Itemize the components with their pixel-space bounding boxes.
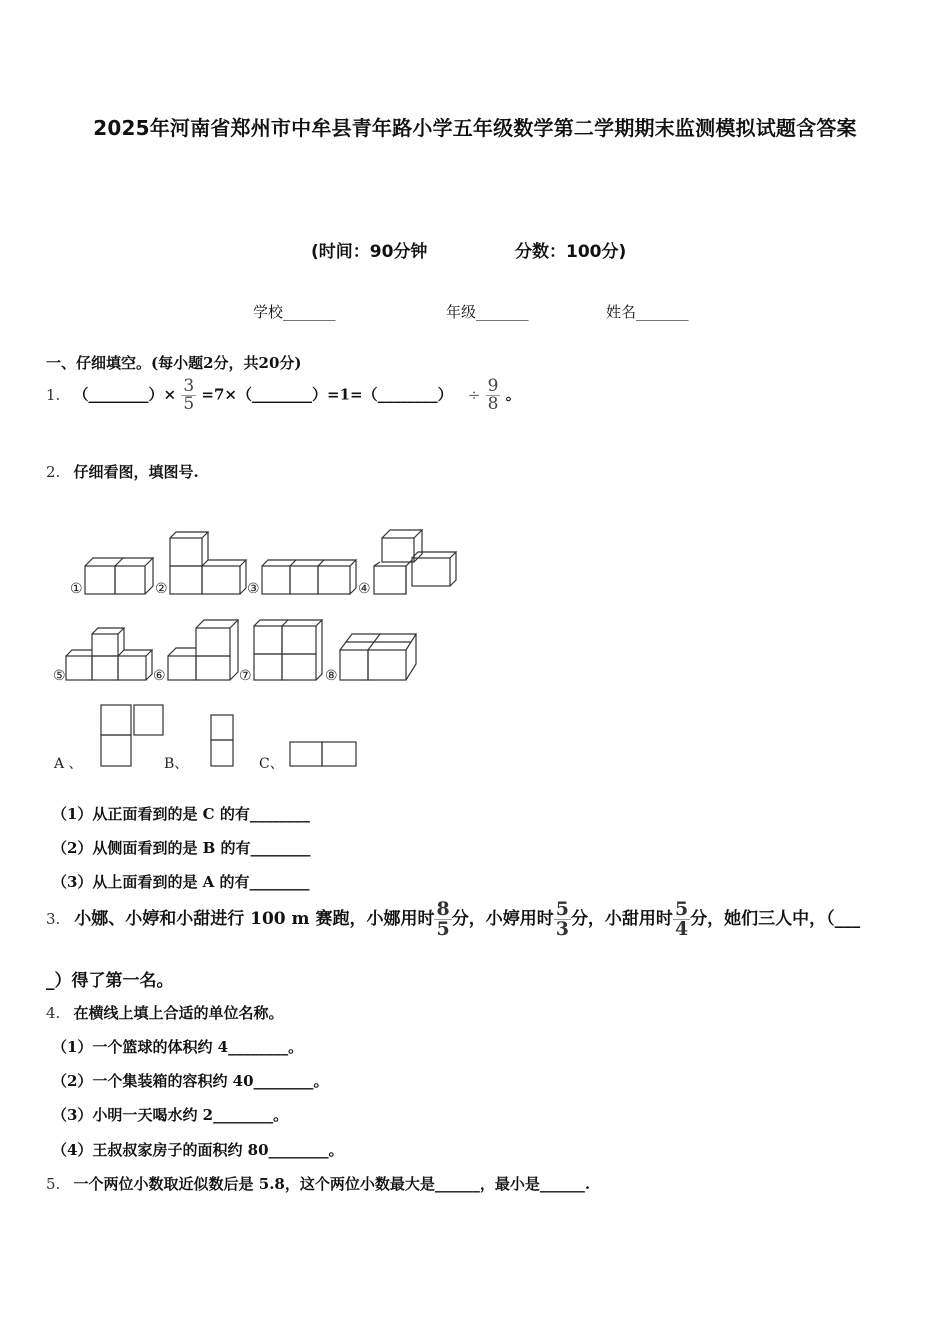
fraction-denominator: 8	[487, 394, 499, 414]
figure-7	[254, 620, 322, 680]
q2-sub-1[interactable]: （1）从正面看到的是 C 的有________	[52, 805, 310, 823]
figure-5	[66, 628, 152, 680]
fraction-denominator: 5	[183, 394, 195, 414]
q3-text-1: 小娜、小婷和小甜进行 100 m 赛跑，小娜用时	[74, 909, 435, 929]
fraction-denominator: 4	[674, 918, 689, 940]
fraction-denominator: 3	[555, 918, 569, 940]
figure-3	[262, 560, 356, 594]
q2-sub-3[interactable]: （3）从上面看到的是 A 的有________	[52, 873, 310, 891]
figure-8	[340, 634, 416, 680]
question-number: 1.	[46, 385, 61, 404]
figure-label-3: ③	[247, 581, 260, 597]
view-c	[290, 742, 356, 766]
fraction-denominator: 5	[436, 918, 450, 940]
fraction-numerator: 5	[555, 898, 569, 920]
q3-line-2[interactable]: _）得了第一名。	[46, 971, 174, 991]
figure-label-8: ⑧	[325, 668, 338, 684]
fraction-8-5	[434, 900, 451, 939]
exam-time: (时间：90分钟	[311, 242, 428, 262]
question-4	[46, 1002, 284, 1023]
q4-sub-4[interactable]: （4）王叔叔家房子的面积约 80________。	[52, 1141, 344, 1159]
school-field[interactable]: 学校_______	[253, 303, 336, 321]
fraction-5-4	[673, 900, 690, 939]
figure-label-6: ⑥	[153, 668, 166, 684]
figure-label-5: ⑤	[53, 668, 66, 684]
section-heading: 一、仔细填空。(每小题2分，共20分)	[46, 354, 302, 372]
figure-4	[374, 530, 456, 594]
view-label-b: B、	[164, 756, 189, 772]
figure-2	[170, 532, 246, 594]
question-3	[46, 900, 860, 939]
q2-sub-2[interactable]: （2）从侧面看到的是 B 的有________	[52, 839, 311, 857]
fraction-numerator: 8	[436, 898, 450, 920]
q4-sub-1[interactable]: （1）一个篮球的体积约 4________。	[52, 1038, 304, 1056]
page-title: 2025年河南省郑州市中牟县青年路小学五年级数学第二学期期末监测模拟试题含答案	[93, 116, 857, 140]
question-5	[46, 1173, 590, 1194]
q1-end: 。	[505, 385, 521, 404]
fraction-numerator: 9	[487, 376, 499, 396]
q3-text-4[interactable]: 分，她们三人中，（___	[690, 909, 861, 929]
view-b	[211, 715, 233, 766]
figure-label-2: ②	[155, 581, 168, 597]
view-label-a: A 、	[54, 756, 83, 772]
grade-field[interactable]: 年级_______	[446, 303, 529, 321]
question-number: 5.	[46, 1175, 61, 1193]
question-number: 2.	[46, 463, 61, 481]
q3-text-2: 分，小婷用时	[451, 909, 554, 929]
q3-text-3: 分，小甜用时	[570, 909, 673, 929]
question-number: 3.	[46, 910, 61, 928]
view-a	[101, 705, 163, 766]
figure-label-4: ④	[358, 581, 371, 597]
q4-sub-3[interactable]: （3）小明一天喝水约 2________。	[52, 1106, 289, 1124]
q4-sub-2[interactable]: （2）一个集装箱的容积约 40________。	[52, 1072, 329, 1090]
divide-sign: ÷	[467, 385, 481, 404]
question-2-text: 仔细看图，填图号.	[73, 463, 199, 481]
question-number: 4.	[46, 1004, 61, 1022]
exam-score: 分数：100分)	[515, 242, 627, 262]
question-4-text: 在横线上填上合适的单位名称。	[73, 1004, 284, 1022]
view-label-c: C、	[259, 756, 284, 772]
question-5-text[interactable]: 一个两位小数取近似数后是 5.8，这个两位小数最大是______，最小是______.	[73, 1175, 591, 1193]
name-field[interactable]: 姓名_______	[606, 303, 689, 321]
q1-blank-1[interactable]: （________）×	[73, 385, 177, 404]
q1-blanks[interactable]: =7×（________）=1=（________）	[201, 385, 453, 404]
figure-6	[168, 620, 238, 680]
fraction-numerator: 3	[183, 376, 195, 396]
figure-label-7: ⑦	[239, 668, 252, 684]
fraction-numerator: 5	[674, 898, 689, 920]
figure-1	[85, 558, 153, 594]
fraction-5-3	[554, 900, 571, 939]
figure-label-1: ①	[70, 581, 83, 597]
